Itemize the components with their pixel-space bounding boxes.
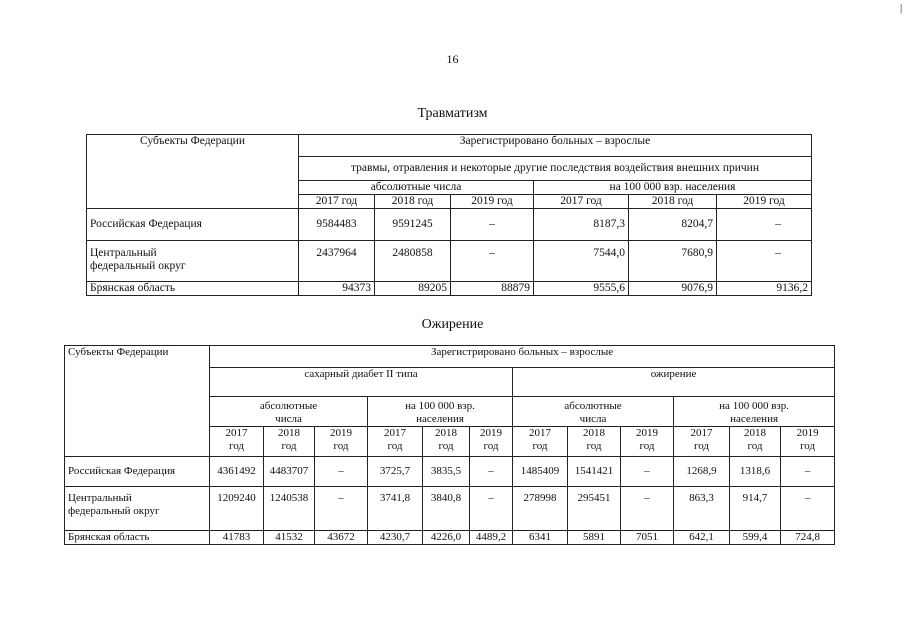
row-label-line: федеральный округ bbox=[90, 260, 186, 272]
cell: 43672 bbox=[315, 531, 368, 545]
cell: 4226,0 bbox=[423, 531, 470, 545]
year-unit: год bbox=[438, 440, 454, 452]
cell: – bbox=[717, 209, 812, 241]
table-row bbox=[65, 487, 835, 531]
row-label: Брянская область bbox=[87, 282, 299, 296]
cell: 8187,3 bbox=[534, 209, 629, 241]
cell: 8204,7 bbox=[629, 209, 717, 241]
obesity-table bbox=[64, 345, 835, 545]
header-per100k: на 100 000 взр. населения bbox=[534, 181, 812, 195]
cell: 9591245 bbox=[375, 209, 451, 241]
cell: 1485409 bbox=[513, 457, 568, 487]
year-unit: год bbox=[387, 440, 403, 452]
header-year bbox=[264, 427, 315, 457]
header-group-diabetes: сахарный диабет II типа bbox=[210, 368, 513, 397]
year-unit: год bbox=[483, 440, 499, 452]
header-registered: Зарегистрировано больных – взрослые bbox=[210, 346, 835, 368]
header-year bbox=[568, 427, 621, 457]
table-row bbox=[65, 531, 835, 545]
year-value: 2017 bbox=[529, 427, 551, 439]
year-value: 2017 bbox=[225, 427, 248, 439]
cell: 4483707 bbox=[264, 457, 315, 487]
cell: – bbox=[621, 487, 674, 531]
cell: 3840,8 bbox=[423, 487, 470, 531]
cell: 1318,6 bbox=[730, 457, 781, 487]
cell: 1541421 bbox=[568, 457, 621, 487]
header-year: 2019 год bbox=[717, 195, 812, 209]
year-value: 2019 bbox=[636, 427, 658, 439]
year-unit: год bbox=[693, 440, 710, 452]
cell: 4361492 bbox=[210, 457, 264, 487]
row-label: Российская Федерация bbox=[87, 209, 299, 241]
header-absolute-line: числа bbox=[579, 413, 607, 425]
header-per100k-line: населения bbox=[730, 413, 779, 425]
cell: 599,4 bbox=[730, 531, 781, 545]
cell: 88879 bbox=[451, 282, 534, 296]
year-value: 2017 bbox=[690, 427, 713, 439]
header-subjects: Субъекты Федерации bbox=[87, 135, 299, 209]
cell: 1240538 bbox=[264, 487, 315, 531]
year-unit: год bbox=[800, 440, 816, 452]
header-year bbox=[513, 427, 568, 457]
cell: – bbox=[781, 487, 835, 531]
page-edge-mark: | bbox=[900, 2, 903, 14]
header-year: 2017 год bbox=[299, 195, 375, 209]
year-unit: год bbox=[281, 440, 297, 452]
header-registered: Зарегистрировано больных – взрослые bbox=[299, 135, 812, 157]
year-value: 2019 bbox=[796, 427, 819, 439]
section-title-obesity: Ожирение bbox=[421, 317, 484, 332]
year-unit: год bbox=[747, 440, 763, 452]
cell: – bbox=[315, 457, 368, 487]
cell: 2480858 bbox=[375, 241, 451, 282]
year-unit: год bbox=[586, 440, 602, 452]
section-title-trauma: Травматизм bbox=[417, 106, 488, 121]
header-year: 2019 год bbox=[451, 195, 534, 209]
header-per100k-line: на 100 000 взр. bbox=[719, 400, 789, 412]
cell: 6341 bbox=[513, 531, 568, 545]
year-value: 2018 bbox=[435, 427, 457, 439]
row-label-line: федеральный округ bbox=[68, 505, 160, 517]
cell: 4489,2 bbox=[470, 531, 513, 545]
page-number: 16 bbox=[446, 52, 459, 66]
cell: 3741,8 bbox=[368, 487, 423, 531]
row-label: Брянская область bbox=[65, 531, 210, 545]
year-value: 2019 bbox=[480, 427, 502, 439]
cell: 1209240 bbox=[210, 487, 264, 531]
header-year bbox=[674, 427, 730, 457]
header-per100k-line: населения bbox=[416, 413, 464, 425]
header-year bbox=[423, 427, 470, 457]
header-subjects: Субъекты Федерации bbox=[65, 346, 210, 457]
table-row bbox=[87, 241, 812, 282]
header-category: травмы, отравления и некоторые другие последствия воздействия внешних причин bbox=[299, 157, 812, 181]
cell: 642,1 bbox=[674, 531, 730, 545]
cell: – bbox=[315, 487, 368, 531]
header-absolute-line: числа bbox=[275, 413, 302, 425]
cell: 724,8 bbox=[781, 531, 835, 545]
cell: 4230,7 bbox=[368, 531, 423, 545]
cell: 914,7 bbox=[730, 487, 781, 531]
cell: 94373 bbox=[299, 282, 375, 296]
cell: 9584483 bbox=[299, 209, 375, 241]
cell: 9555,6 bbox=[534, 282, 629, 296]
header-year bbox=[315, 427, 368, 457]
cell: 3835,5 bbox=[423, 457, 470, 487]
header-per100k bbox=[368, 397, 513, 427]
header-absolute bbox=[210, 397, 368, 427]
table-row bbox=[87, 282, 812, 296]
row-label-line: Центральный bbox=[90, 247, 157, 259]
year-value: 2017 bbox=[384, 427, 406, 439]
header-per100k bbox=[674, 397, 835, 427]
cell: – bbox=[451, 209, 534, 241]
cell: 9076,9 bbox=[629, 282, 717, 296]
header-year bbox=[621, 427, 674, 457]
table-row bbox=[65, 457, 835, 487]
header-absolute-line: абсолютные bbox=[259, 400, 318, 412]
header-per100k-line: на 100 000 взр. bbox=[405, 400, 475, 412]
row-label: Российская Федерация bbox=[65, 457, 210, 487]
row-label bbox=[87, 241, 299, 282]
header-year: 2018 год bbox=[375, 195, 451, 209]
year-unit: год bbox=[228, 440, 245, 452]
header-year bbox=[470, 427, 513, 457]
cell: – bbox=[717, 241, 812, 282]
cell: 3725,7 bbox=[368, 457, 423, 487]
cell: – bbox=[451, 241, 534, 282]
year-unit: год bbox=[333, 440, 349, 452]
cell: 863,3 bbox=[674, 487, 730, 531]
table-row bbox=[87, 209, 812, 241]
header-year bbox=[210, 427, 264, 457]
cell: 1268,9 bbox=[674, 457, 730, 487]
year-unit: год bbox=[639, 440, 655, 452]
header-absolute-line: абсолютные bbox=[564, 400, 622, 412]
cell: 278998 bbox=[513, 487, 568, 531]
year-unit: год bbox=[532, 440, 548, 452]
year-value: 2018 bbox=[744, 427, 766, 439]
header-absolute: абсолютные числа bbox=[299, 181, 534, 195]
cell: 2437964 bbox=[299, 241, 375, 282]
cell: – bbox=[621, 457, 674, 487]
header-year bbox=[368, 427, 423, 457]
cell: – bbox=[781, 457, 835, 487]
cell: 7680,9 bbox=[629, 241, 717, 282]
year-value: 2018 bbox=[278, 427, 300, 439]
header-absolute bbox=[513, 397, 674, 427]
cell: 41532 bbox=[264, 531, 315, 545]
cell: – bbox=[470, 487, 513, 531]
cell: 7051 bbox=[621, 531, 674, 545]
trauma-table bbox=[86, 134, 812, 296]
cell: 41783 bbox=[210, 531, 264, 545]
row-label-line: Центральный bbox=[68, 492, 132, 504]
cell: 5891 bbox=[568, 531, 621, 545]
row-label bbox=[65, 487, 210, 531]
header-year: 2018 год bbox=[629, 195, 717, 209]
cell: – bbox=[470, 457, 513, 487]
cell: 9136,2 bbox=[717, 282, 812, 296]
header-year bbox=[730, 427, 781, 457]
cell: 7544,0 bbox=[534, 241, 629, 282]
header-group-obesity: ожирение bbox=[513, 368, 835, 397]
cell: 89205 bbox=[375, 282, 451, 296]
header-year: 2017 год bbox=[534, 195, 629, 209]
year-value: 2018 bbox=[583, 427, 605, 439]
year-value: 2019 bbox=[330, 427, 352, 439]
cell: 295451 bbox=[568, 487, 621, 531]
header-year bbox=[781, 427, 835, 457]
